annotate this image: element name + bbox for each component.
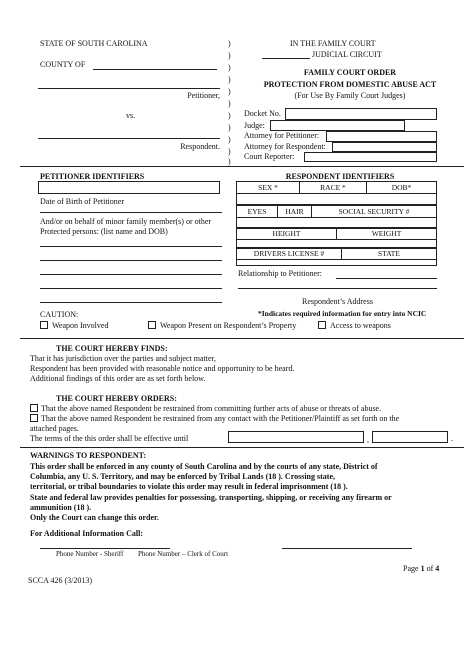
caution-label: CAUTION: <box>40 310 79 319</box>
hair-label: HAIR <box>285 207 304 216</box>
additional-info-heading: For Additional Information Call: <box>30 529 143 538</box>
clerk-phone-field[interactable] <box>282 548 412 549</box>
circuit-label: JUDICIAL CIRCUIT <box>312 50 382 59</box>
effective-until-year-field[interactable] <box>372 431 448 443</box>
warnings-heading: WARNINGS TO RESPONDENT: <box>30 451 147 460</box>
caption-paren: ) <box>228 51 231 60</box>
county-label: COUNTY OF <box>40 60 86 69</box>
caption-paren: ) <box>228 99 231 108</box>
sex-race-dob-value-row[interactable] <box>236 193 437 205</box>
order-no-contact-label-cont: attached pages. <box>30 424 79 433</box>
weapon-access-checkbox[interactable] <box>318 321 326 329</box>
weapon-access-label: Access to weapons <box>330 321 391 330</box>
page-number: Page 1 of 4 <box>403 564 440 573</box>
caption-paren: ) <box>228 111 231 120</box>
protected-person-line[interactable] <box>40 246 222 247</box>
weapon-present-checkbox[interactable] <box>148 321 156 329</box>
petitioner-identifiers-heading: PETITIONER IDENTIFIERS <box>40 172 145 181</box>
respondent-label: Respondent. <box>180 142 220 151</box>
minor-members-line1: And/or on behalf of minor family member(s) or other <box>40 217 212 226</box>
caption-paren: ) <box>228 147 231 156</box>
order-no-contact-checkbox[interactable] <box>30 414 38 422</box>
height-weight-value-row[interactable] <box>236 239 437 248</box>
effective-comma: , <box>367 435 369 444</box>
reporter-label: Court Reporter: <box>244 152 295 161</box>
respondent-address-label: Respondent’s Address <box>302 297 373 306</box>
relationship-field[interactable] <box>336 278 437 279</box>
sex-label: SEX * <box>258 183 278 192</box>
caption-paren: ) <box>228 75 231 84</box>
petitioner-dob-label: Date of Birth of Petitioner <box>40 197 124 206</box>
race-label: RACE * <box>320 183 346 192</box>
atty-petitioner-field[interactable] <box>326 131 437 142</box>
section-divider <box>20 166 464 167</box>
clerk-phone-label: Phone Number – Clerk of Court <box>138 550 229 558</box>
license-label: DRIVERS LICENSE # <box>253 249 325 258</box>
warning-enforcement-line1: This order shall be enforced in any county of South Carolina and by the courts of any state, District of <box>30 462 378 471</box>
order-restrain-abuse-label: That the above named Respondent be restrained from committing further acts of abuse or threats of abuse. <box>41 404 382 413</box>
judge-field[interactable] <box>270 120 405 131</box>
reporter-field[interactable] <box>304 152 437 162</box>
protected-person-line[interactable] <box>40 288 222 289</box>
petitioner-name-field[interactable] <box>38 88 220 89</box>
section-divider <box>20 338 464 339</box>
findings-heading: THE COURT HEREBY FINDS: <box>56 344 168 353</box>
atty-respondent-label: Attorney for Respondent: <box>244 142 326 151</box>
weapon-involved-checkbox[interactable] <box>40 321 48 329</box>
respondent-identifiers-heading: RESPONDENT IDENTIFIERS <box>285 172 395 181</box>
caption-paren: ) <box>228 135 231 144</box>
form-id: SCCA 426 (3/2013) <box>28 576 93 585</box>
warning-firearm-line2: ammunition (18 ). <box>30 503 92 512</box>
findings-line2: Respondent has been provided with reasonable notice and opportunity to be heard. <box>30 364 295 373</box>
relationship-label: Relationship to Petitioner: <box>238 269 322 278</box>
caption-paren: ) <box>228 157 231 166</box>
findings-line1: That it has jurisdiction over the parties and subject matter, <box>30 354 216 363</box>
findings-line3: Additional findings of this order are as set forth below. <box>30 374 206 383</box>
license-state-value-row[interactable] <box>236 259 437 266</box>
protected-person-line[interactable] <box>40 260 222 261</box>
orders-heading: THE COURT HEREBY ORDERS: <box>56 394 177 403</box>
sheriff-phone-field[interactable] <box>40 548 170 549</box>
docket-label: Docket No. <box>244 109 281 118</box>
warning-enforcement-line3: territorial, or tribal boundaries to violate this order may result in federal imprisonment (18 ). <box>30 482 348 491</box>
effective-period: . <box>451 434 453 443</box>
order-subtitle: PROTECTION FROM DOMESTIC ABUSE ACT <box>263 80 437 89</box>
dob-label: DOB* <box>391 183 412 192</box>
weight-label: WEIGHT <box>371 229 402 238</box>
order-no-contact-label: That the above named Respondent be restrained from any contact with the Petitioner/Plaintiff as set forth on the <box>41 414 400 423</box>
order-title: FAMILY COURT ORDER <box>303 68 397 77</box>
weapon-present-label: Weapon Present on Respondent’s Property <box>160 321 297 330</box>
ssn-label: SOCIAL SECURITY # <box>338 207 410 216</box>
judge-label: Judge: <box>244 121 265 130</box>
state-label: STATE <box>378 249 400 258</box>
section-divider <box>20 447 464 448</box>
circuit-field[interactable] <box>262 58 310 59</box>
caption-paren: ) <box>228 63 231 72</box>
warning-firearm-line1: State and federal law provides penalties for possessing, transporting, shipping, or receiving any firearm or <box>30 493 392 502</box>
caption-paren: ) <box>228 87 231 96</box>
petitioner-label: Petitioner, <box>187 91 220 100</box>
caption-paren: ) <box>228 123 231 132</box>
order-restrain-abuse-checkbox[interactable] <box>30 404 38 412</box>
order-use-note: (For Use By Family Court Judges) <box>294 91 406 100</box>
caption-paren: ) <box>228 39 231 48</box>
sheriff-phone-label: Phone Number - Sheriff <box>56 550 124 558</box>
vs-label: vs. <box>126 111 136 120</box>
state-name: STATE OF SOUTH CAROLINA <box>40 39 148 48</box>
ncic-note: *Indicates required information for entry into NCIC <box>258 309 427 318</box>
protected-person-line[interactable] <box>40 302 222 303</box>
respondent-address-line[interactable] <box>238 288 437 289</box>
respondent-name-field[interactable] <box>38 138 220 139</box>
county-field[interactable] <box>93 69 217 70</box>
court-name: IN THE FAMILY COURT <box>290 39 376 48</box>
height-label: HEIGHT <box>272 229 301 238</box>
atty-petitioner-label: Attorney for Petitioner: <box>244 131 320 140</box>
effective-until-label: The terms of the this order shall be effective until <box>30 434 189 443</box>
effective-until-date-field[interactable] <box>228 431 364 443</box>
warning-enforcement-line2: Columbia, any U. S. Territory, and may be enforced by Tribal Lands (18 ). Crossing state, <box>30 472 335 481</box>
warning-court-change: Only the Court can change this order. <box>30 513 159 522</box>
eyes-label: EYES <box>247 207 267 216</box>
atty-respondent-field[interactable] <box>332 142 437 152</box>
eyes-hair-ssn-value-row[interactable] <box>236 217 437 228</box>
minor-members-line2: Protected persons: (list name and DOB) <box>40 227 168 236</box>
petitioner-dob-field[interactable] <box>40 212 222 213</box>
protected-person-line[interactable] <box>40 274 222 275</box>
weapon-involved-label: Weapon Involved <box>52 321 109 330</box>
docket-field[interactable] <box>285 108 437 120</box>
petitioner-name-box[interactable] <box>38 181 220 194</box>
